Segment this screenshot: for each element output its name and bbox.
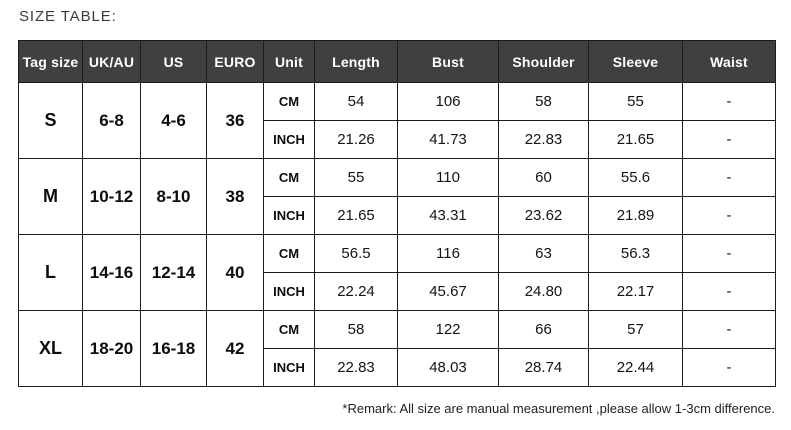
waist-cell: - (683, 159, 776, 197)
us-cell: 8-10 (141, 159, 207, 235)
tag-size-cell: XL (19, 311, 83, 387)
euro-cell: 38 (207, 159, 264, 235)
length-cell: 55 (315, 159, 398, 197)
bust-cell: 48.03 (398, 349, 499, 387)
length-cell: 54 (315, 83, 398, 121)
unit-cell: INCH (264, 197, 315, 235)
uk-au-cell: 6-8 (83, 83, 141, 159)
bust-cell: 45.67 (398, 273, 499, 311)
sleeve-cell: 55 (589, 83, 683, 121)
bust-cell: 106 (398, 83, 499, 121)
shoulder-cell: 60 (499, 159, 589, 197)
shoulder-cell: 22.83 (499, 121, 589, 159)
bust-cell: 110 (398, 159, 499, 197)
table-row-l-cm (19, 235, 776, 273)
length-cell: 56.5 (315, 235, 398, 273)
col-header-tag-size: Tag size (19, 41, 83, 83)
unit-cell: CM (264, 83, 315, 121)
euro-cell: 36 (207, 83, 264, 159)
unit-cell: INCH (264, 349, 315, 387)
sleeve-cell: 56.3 (589, 235, 683, 273)
length-cell: 21.65 (315, 197, 398, 235)
unit-cell: CM (264, 311, 315, 349)
shoulder-cell: 23.62 (499, 197, 589, 235)
col-header-bust: Bust (398, 41, 499, 83)
col-header-uk-au: UK/AU (83, 41, 141, 83)
col-header-waist: Waist (683, 41, 776, 83)
bust-cell: 41.73 (398, 121, 499, 159)
tag-size-cell: S (19, 83, 83, 159)
waist-cell: - (683, 83, 776, 121)
tag-size-cell: M (19, 159, 83, 235)
uk-au-cell: 10-12 (83, 159, 141, 235)
waist-cell: - (683, 349, 776, 387)
shoulder-cell: 28.74 (499, 349, 589, 387)
header-row (19, 41, 776, 83)
euro-cell: 42 (207, 311, 264, 387)
waist-cell: - (683, 273, 776, 311)
us-cell: 16-18 (141, 311, 207, 387)
uk-au-cell: 14-16 (83, 235, 141, 311)
unit-cell: CM (264, 235, 315, 273)
col-header-shoulder: Shoulder (499, 41, 589, 83)
col-header-euro: EURO (207, 41, 264, 83)
shoulder-cell: 63 (499, 235, 589, 273)
tag-size-cell: L (19, 235, 83, 311)
sleeve-cell: 57 (589, 311, 683, 349)
us-cell: 4-6 (141, 83, 207, 159)
length-cell: 22.83 (315, 349, 398, 387)
col-header-unit: Unit (264, 41, 315, 83)
unit-cell: CM (264, 159, 315, 197)
col-header-us: US (141, 41, 207, 83)
length-cell: 58 (315, 311, 398, 349)
col-header-sleeve: Sleeve (589, 41, 683, 83)
sleeve-cell: 22.44 (589, 349, 683, 387)
sleeve-cell: 22.17 (589, 273, 683, 311)
bust-cell: 116 (398, 235, 499, 273)
length-cell: 21.26 (315, 121, 398, 159)
waist-cell: - (683, 197, 776, 235)
length-cell: 22.24 (315, 273, 398, 311)
table-row-m-cm (19, 159, 776, 197)
col-header-length: Length (315, 41, 398, 83)
size-table (18, 40, 776, 387)
sleeve-cell: 21.65 (589, 121, 683, 159)
sleeve-cell: 21.89 (589, 197, 683, 235)
sleeve-cell: 55.6 (589, 159, 683, 197)
shoulder-cell: 58 (499, 83, 589, 121)
us-cell: 12-14 (141, 235, 207, 311)
remark-footnote: *Remark: All size are manual measurement ,please allow 1-3cm difference. (342, 401, 775, 416)
uk-au-cell: 18-20 (83, 311, 141, 387)
bust-cell: 122 (398, 311, 499, 349)
unit-cell: INCH (264, 121, 315, 159)
unit-cell: INCH (264, 273, 315, 311)
shoulder-cell: 66 (499, 311, 589, 349)
waist-cell: - (683, 235, 776, 273)
page-title: SIZE TABLE: (19, 8, 117, 25)
table-row-xl-cm (19, 311, 776, 349)
table-row-s-cm (19, 83, 776, 121)
waist-cell: - (683, 121, 776, 159)
euro-cell: 40 (207, 235, 264, 311)
waist-cell: - (683, 311, 776, 349)
bust-cell: 43.31 (398, 197, 499, 235)
shoulder-cell: 24.80 (499, 273, 589, 311)
